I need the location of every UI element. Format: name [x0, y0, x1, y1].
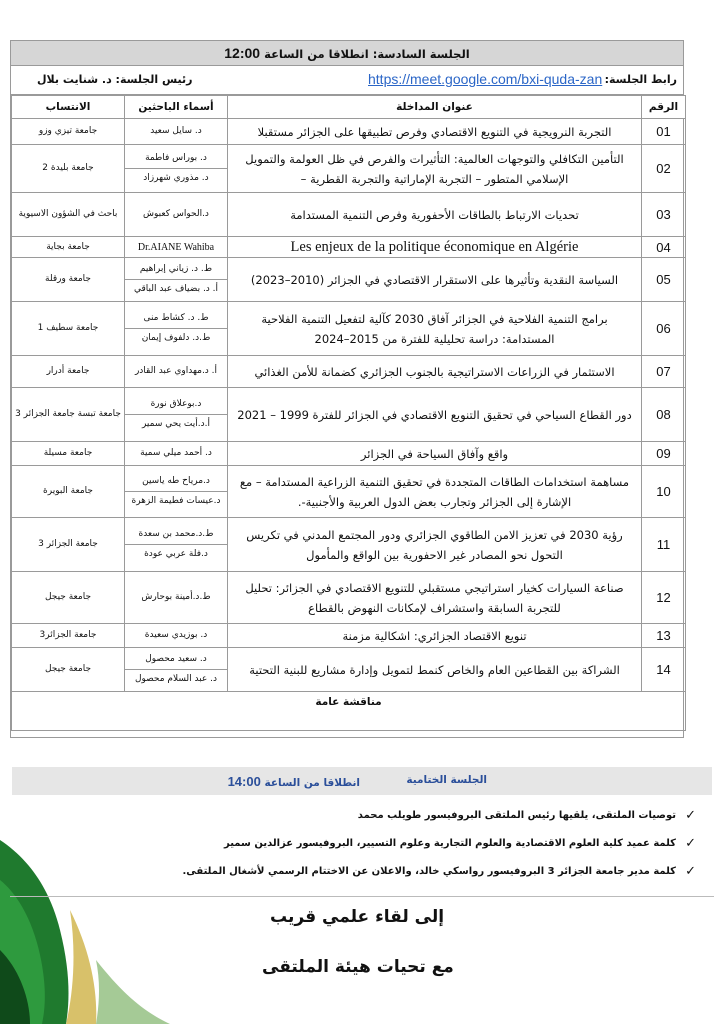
row-num: 04	[642, 237, 686, 258]
row-authors	[125, 572, 228, 624]
author-name: د. سعيد محصول	[145, 654, 207, 664]
divider	[10, 896, 714, 897]
author-name: د. بوراس فاطمة	[145, 153, 207, 163]
table-row	[12, 258, 686, 302]
row-affiliation: جامعة البويرة	[12, 466, 125, 518]
row-affiliation: جامعة بجاية	[12, 237, 125, 258]
table-row	[12, 145, 686, 193]
farewell-line-1: إلى لقاء علمي قريب	[270, 907, 445, 927]
author-name: د. بوزيدي سعيدة	[144, 630, 208, 640]
author-name: د.مرياح طه ياسين	[142, 476, 210, 486]
row-num: 09	[642, 442, 686, 466]
row-affiliation: جامعة جيجل	[12, 648, 125, 692]
closing-session-header	[12, 767, 712, 795]
session-six-table-sheet	[10, 40, 684, 738]
closing-item	[56, 862, 696, 890]
closing-item	[56, 834, 696, 862]
program-table	[11, 95, 686, 731]
row-authors	[125, 258, 228, 302]
general-discussion: مناقشة عامة	[12, 692, 686, 731]
row-title: الشراكة بين القطاعين العام والخاص كنمط لتمويل وإدارة مشاريع للبنية التحتية	[228, 648, 642, 692]
row-num: 14	[642, 648, 686, 692]
row-authors	[125, 193, 228, 237]
row-affiliation: جامعة الجزائر3	[12, 624, 125, 648]
author-name: د.بوعلاق نورة	[150, 399, 202, 409]
row-title: صناعة السيارات كخيار استراتيجي مستقبلي للتنويع الاقتصادي في الجزائر: تحليل للتجربة السابقة واستشراف لإمكانات النهوض بالقطاع	[228, 572, 642, 624]
table-row	[12, 119, 686, 145]
author-name: د.الحواس كعبوش	[143, 209, 209, 219]
author-name: د. أحمد ميلي سمية	[140, 448, 212, 458]
table-row	[12, 442, 686, 466]
row-affiliation: جامعة أدرار	[12, 356, 125, 388]
header-title: عنوان المداخلة	[228, 96, 642, 119]
author-name: ط. د. كشاط منى	[143, 313, 209, 323]
closing-items-list	[56, 806, 696, 890]
row-affiliation: جامعة الجزائر 3	[12, 518, 125, 572]
closing-time-value: 14:00	[227, 774, 261, 789]
header-authors: أسماء الباحثين	[125, 96, 228, 119]
row-authors	[125, 145, 228, 193]
author-name: د. سايل سعيد	[150, 126, 202, 136]
author-name: د.عيسات فطيمة الزهرة	[125, 491, 227, 511]
session-header	[11, 41, 683, 66]
session-time: 12:00	[224, 45, 261, 61]
row-title: Les enjeux de la politique économique en Algérie	[228, 237, 642, 258]
closing-session-time	[228, 774, 360, 789]
author-name: ط. د. زياني إبراهيم	[139, 264, 213, 274]
row-title: رؤية 2030 في تعزيز الامن الطاقوي الجزائري ودور المجتمع المدني في تكريس التحول نحو المصادر غير الاحفورية بين الواقع والمأمول	[228, 518, 642, 572]
session-chair: رئيس الجلسة: د. شنايت بلال	[37, 73, 193, 86]
row-title: التجربة النرويجية في التنويع الاقتصادي وفرص تطبيقها على الجزائر مستقبلا	[228, 119, 642, 145]
header-num: الرقم	[642, 96, 686, 119]
session-meet-link[interactable]: https://meet.google.com/bxi-quda-zan	[368, 71, 603, 87]
row-authors	[125, 442, 228, 466]
row-authors	[125, 119, 228, 145]
table-row	[12, 648, 686, 692]
header-affiliation: الانتساب	[12, 96, 125, 119]
row-num: 05	[642, 258, 686, 302]
checkmark-icon: ✓	[685, 808, 696, 823]
author-name: Dr.AIANE Wahiba	[137, 241, 215, 253]
closing-item-text: كلمة مدير جامعة الجزائر 3 البروفيسور رواسكي خالد، والاعلان عن الاختتام الرسمي لأشغال الملتقى.	[182, 866, 676, 877]
closing-session-title: الجلسة الختامية	[406, 774, 487, 786]
row-title: واقع وآفاق السياحة في الجزائر	[228, 442, 642, 466]
row-num: 10	[642, 466, 686, 518]
author-name: ط.د.محمد بن سعدة	[138, 529, 214, 539]
row-num: 08	[642, 388, 686, 442]
row-authors	[125, 388, 228, 442]
checkmark-icon: ✓	[685, 836, 696, 851]
row-num: 12	[642, 572, 686, 624]
author-name: د. مذوري شهرزاد	[125, 168, 227, 188]
farewell-line-2: مع تحيات هيئة الملتقى	[262, 957, 454, 977]
table-row	[12, 518, 686, 572]
table-header-row	[12, 96, 686, 119]
table-row	[12, 572, 686, 624]
author-name: د.فلة عربي عودة	[125, 544, 227, 564]
row-affiliation: جامعة ورقلة	[12, 258, 125, 302]
closing-item	[56, 806, 696, 834]
table-row	[12, 388, 686, 442]
author-name: ط.د. دلفوف إيمان	[125, 328, 227, 348]
row-title: تحديات الارتباط بالطاقات الأحفورية وفرص التنمية المستدامة	[228, 193, 642, 237]
row-title: التأمين التكافلي والتوجهات العالمية: التأثيرات والفرص في ظل العولمة والتمويل الإسلامي المتطور – التجربة الإماراتية والتجربة القطرية –	[228, 145, 642, 193]
closing-item-text: توصيات الملتقى، يلقيها رئيس الملتقى البروفيسور طويلب محمد	[357, 810, 676, 821]
row-affiliation: جامعة جيجل	[12, 572, 125, 624]
author-name: ط.د.أمينة بوحارش	[141, 592, 211, 602]
row-title: برامج التنمية الفلاحية في الجزائر آفاق 2030 كآلية لتفعيل التنمية الفلاحية المستدامة: دراسة تحليلية للفترة من 2015–2024	[228, 302, 642, 356]
row-title: تنويع الاقتصاد الجزائري: اشكالية مزمنة	[228, 624, 642, 648]
row-affiliation: جامعة تبسة جامعة الجزائر 3	[12, 388, 125, 442]
session-link-label: رابط الجلسة:	[604, 73, 677, 86]
row-title: السياسة النقدية وتأثيرها على الاستقرار الاقتصادي في الجزائر (2010–2023)	[228, 258, 642, 302]
table-row	[12, 193, 686, 237]
row-num: 03	[642, 193, 686, 237]
row-authors	[125, 648, 228, 692]
table-row	[12, 302, 686, 356]
row-affiliation: جامعة تيزي وزو	[12, 119, 125, 145]
table-row	[12, 624, 686, 648]
row-num: 07	[642, 356, 686, 388]
row-affiliation: باحث في الشؤون الاسيوية	[12, 193, 125, 237]
row-title: الاستثمار في الزراعات الاستراتيجية بالجنوب الجزائري كضمانة للأمن الغذائي	[228, 356, 642, 388]
row-affiliation: جامعة مسيلة	[12, 442, 125, 466]
row-num: 06	[642, 302, 686, 356]
closing-time-prefix: انطلاقا من الساعة	[264, 777, 360, 789]
row-num: 02	[642, 145, 686, 193]
table-row	[12, 356, 686, 388]
row-title: مساهمة استخدامات الطاقات المتجددة في تحقيق التنمية الزراعية المستدامة – مع الإشارة إلى الجزائر وتجارب بعض الدول العربية والأجنبية-.	[228, 466, 642, 518]
row-authors	[125, 466, 228, 518]
table-row	[12, 237, 686, 258]
row-authors	[125, 624, 228, 648]
row-num: 01	[642, 119, 686, 145]
row-authors	[125, 518, 228, 572]
row-affiliation: جامعة بليدة 2	[12, 145, 125, 193]
discussion-row	[12, 692, 686, 731]
row-affiliation: جامعة سطيف 1	[12, 302, 125, 356]
author-name: أ. د.مهداوي عبد القادر	[134, 366, 218, 376]
row-authors	[125, 356, 228, 388]
checkmark-icon: ✓	[685, 864, 696, 879]
author-name: أ.د.أيت يحي سمير	[125, 414, 227, 434]
row-authors	[125, 237, 228, 258]
author-name: أ. د. بضياف عبد الباقي	[125, 279, 227, 299]
author-name: د. عبد السلام محصول	[125, 669, 227, 689]
row-num: 11	[642, 518, 686, 572]
table-row	[12, 466, 686, 518]
session-title: الجلسة السادسة: انطلاقا من الساعة	[264, 47, 470, 61]
session-link-row	[11, 66, 683, 95]
row-num: 13	[642, 624, 686, 648]
row-title: دور القطاع السياحي في تحقيق التنويع الاقتصادي في الجزائر للفترة 1999 – 2021	[228, 388, 642, 442]
row-authors	[125, 302, 228, 356]
closing-item-text: كلمة عميد كلية العلوم الاقتصادية والعلوم التجارية وعلوم التسيير، البروفيسور عزالدين سمير	[224, 838, 676, 849]
